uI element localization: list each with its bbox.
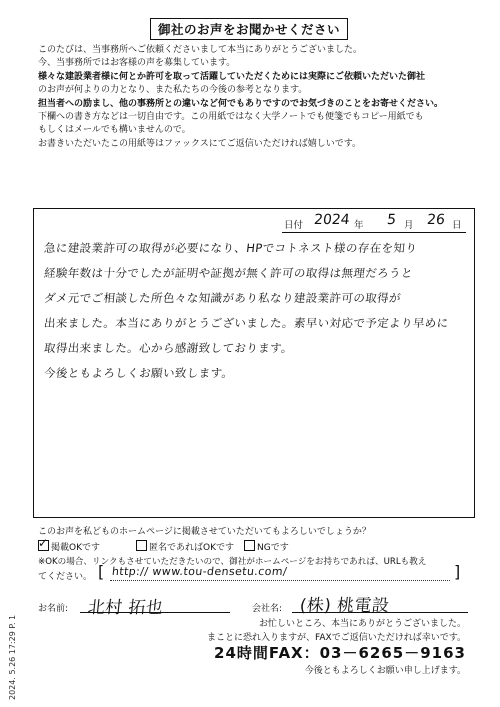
fax-number: 24時間FAX：03－6265－9163 bbox=[214, 644, 466, 662]
intro-line: 様々な建設業者様に何とか許可を取って活躍していただくためには実際にご依頼いただいた御社 bbox=[38, 71, 426, 82]
handwritten-line: 経験年数は十分でしたが証明や証拠が無く許可の取得は無理だろうと bbox=[43, 266, 414, 280]
consent-question: このお声を私どものホームページに掲載させていただいてもよろしいでしょうか？ bbox=[38, 527, 371, 537]
intro-line: のお声が何よりの力となり、また私たちの今後の参考となります。 bbox=[38, 85, 308, 96]
name-underline bbox=[80, 612, 230, 613]
consent-option-label: 掲載OKです bbox=[51, 543, 100, 553]
consent-option-anonymous[interactable] bbox=[136, 540, 234, 553]
consent-option-label: 匿名であればOKです bbox=[149, 543, 234, 553]
intro-line: 下欄への書き方などは一切自由です。この用紙ではなく大学ノートでも便箋でもコピー用紙でも bbox=[38, 112, 424, 123]
name-label: お名前: bbox=[38, 604, 69, 614]
company-label: 会社名: bbox=[252, 604, 283, 614]
handwritten-line: 取得出来ました。心から感謝致しております。 bbox=[43, 341, 294, 355]
handwritten-line: ダメ元でご相談した所色々な知識があり私なり建設業許可の取得が bbox=[43, 291, 402, 305]
consent-option-ng[interactable] bbox=[244, 540, 289, 553]
consent-option-label: NGです bbox=[257, 543, 289, 553]
date-day-unit: 日 bbox=[452, 220, 462, 231]
handwritten-line: 出来ました。本当にありがとうございました。素早い対応で予定より早めに bbox=[43, 316, 450, 330]
consent-option-ok[interactable] bbox=[38, 540, 100, 553]
footer-fax-request: まことに恐れ入りますが、FAXでご返信いただければ幸いです。 bbox=[207, 633, 466, 643]
footer-closing: 今後ともよろしくお願い申し上げます。 bbox=[304, 666, 466, 676]
intro-text bbox=[38, 44, 443, 151]
date-year: 2024 bbox=[313, 212, 351, 228]
date-row bbox=[282, 214, 466, 233]
checkbox-checked-icon[interactable] bbox=[38, 540, 49, 551]
date-day: 26 bbox=[426, 212, 446, 228]
date-label: 日付 bbox=[284, 220, 304, 231]
url-value: http:// www.tou-densetu.com/ bbox=[111, 565, 288, 578]
bracket-close-icon: ] bbox=[454, 562, 461, 581]
date-month: 5 bbox=[386, 212, 397, 228]
footer-thanks: お忙しいところ、本当にありがとうございました。 bbox=[258, 619, 466, 629]
company-value: (株) 桃電設 bbox=[298, 596, 391, 616]
intro-line: もしくはメールでも構いませんので。 bbox=[38, 125, 191, 136]
company-underline bbox=[292, 612, 468, 613]
url-note-cont: てください。 bbox=[38, 572, 93, 582]
intro-line: 担当者への励まし、他の事務所との違いなど何でもありですのでお気づきのことをお寄せください。 bbox=[38, 98, 444, 109]
url-field bbox=[98, 563, 466, 583]
checkbox-icon[interactable] bbox=[136, 540, 147, 551]
url-underline bbox=[110, 580, 450, 581]
form-title: 御社のお声をお聞かせください bbox=[150, 18, 348, 40]
date-year-unit: 年 bbox=[354, 220, 364, 231]
fax-timestamp: 2024. 5.26 17:29 P. 1 bbox=[8, 614, 17, 700]
bracket-open-icon: [ bbox=[98, 562, 105, 581]
handwritten-line: 今後ともよろしくお願い致します。 bbox=[43, 366, 235, 380]
intro-line: 今、当事務所ではお客様の声を募集しています。 bbox=[38, 58, 236, 69]
intro-line: このたびは、当事務所へご依頼くださいまして本当にありがとうございました。 bbox=[38, 45, 363, 55]
name-value: 北村 拓也 bbox=[86, 598, 165, 618]
handwritten-line: 急に建設業許可の取得が必要になり、HPでコトネスト様の存在を知り bbox=[43, 241, 419, 255]
checkbox-icon[interactable] bbox=[244, 540, 255, 551]
url-note: ※OKの場合、リンクもさせていただきたいので、御社がホームページをお持ちであれば、URLも教え bbox=[38, 557, 427, 567]
date-month-unit: 月 bbox=[404, 220, 414, 231]
intro-line: お書きいただいたこの用紙等はファックスにてご返信いただければ嬉しいです。 bbox=[38, 138, 362, 149]
